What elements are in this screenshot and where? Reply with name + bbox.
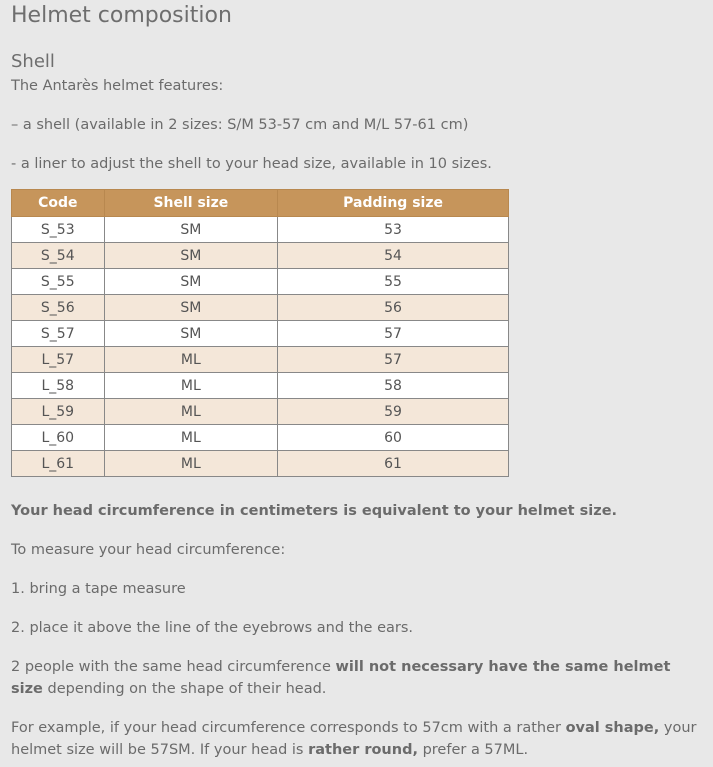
size-table	[11, 189, 509, 477]
cell-code: L_59	[12, 399, 105, 425]
cell-shell: ML	[104, 425, 278, 451]
example-text: For example, if your head circumference corresponds to 57cm with a rather oval shape, your helmet size will be 57SM. If your head is rather round, prefer a 57ML.	[11, 720, 697, 758]
cell-code: L_61	[12, 451, 105, 477]
cell-code: S_54	[12, 243, 105, 269]
cell-code: S_57	[12, 321, 105, 347]
example-bold-oval: oval shape,	[565, 720, 660, 736]
cell-padding: 58	[278, 373, 509, 399]
cell-shell: ML	[104, 399, 278, 425]
cell-shell: SM	[104, 243, 278, 269]
cell-padding: 56	[278, 295, 509, 321]
page-title: Helmet composition	[11, 3, 232, 28]
example-bold-round: rather round,	[308, 742, 418, 758]
table-row	[12, 217, 509, 243]
intro-text: The Antarès helmet features:	[11, 78, 224, 94]
table-row	[12, 399, 509, 425]
cell-shell: SM	[104, 217, 278, 243]
cell-code: L_57	[12, 347, 105, 373]
cell-shell: SM	[104, 295, 278, 321]
step-1: 1. bring a tape measure	[11, 581, 186, 597]
cell-shell: ML	[104, 373, 278, 399]
table-row	[12, 295, 509, 321]
step-2: 2. place it above the line of the eyebrows and the ears.	[11, 620, 414, 636]
cell-padding: 54	[278, 243, 509, 269]
table-row	[12, 451, 509, 477]
header-code: Code	[12, 190, 105, 217]
cell-code: L_60	[12, 425, 105, 451]
cell-shell: SM	[104, 269, 278, 295]
cell-padding: 53	[278, 217, 509, 243]
feature-liner: - a liner to adjust the shell to your head size, available in 10 sizes.	[11, 156, 492, 172]
table-row	[12, 425, 509, 451]
cell-code: S_56	[12, 295, 105, 321]
table-row	[12, 243, 509, 269]
cell-code: S_55	[12, 269, 105, 295]
table-row	[12, 321, 509, 347]
cell-code: S_53	[12, 217, 105, 243]
cell-code: L_58	[12, 373, 105, 399]
cell-shell: ML	[104, 347, 278, 373]
cell-padding: 60	[278, 425, 509, 451]
cell-padding: 59	[278, 399, 509, 425]
section-heading: Shell	[11, 51, 55, 72]
table-header-row	[12, 190, 509, 217]
measure-intro: To measure your head circumference:	[11, 542, 286, 558]
feature-shell: – a shell (available in 2 sizes: S/M 53-57 cm and M/L 57-61 cm)	[11, 117, 469, 133]
cell-shell: SM	[104, 321, 278, 347]
cell-shell: ML	[104, 451, 278, 477]
cell-padding: 61	[278, 451, 509, 477]
table-row	[12, 373, 509, 399]
shape-note-bold: will not necessary have the same helmet size	[11, 659, 671, 697]
table-row	[12, 269, 509, 295]
equivalence-text: Your head circumference in centimeters is equivalent to your helmet size.	[11, 503, 618, 519]
header-shell-size: Shell size	[104, 190, 278, 217]
cell-padding: 57	[278, 347, 509, 373]
table-row	[12, 347, 509, 373]
header-padding-size: Padding size	[278, 190, 509, 217]
cell-padding: 57	[278, 321, 509, 347]
cell-padding: 55	[278, 269, 509, 295]
shape-note: 2 people with the same head circumference will not necessary have the same helmet size depending on the shape of their head.	[11, 659, 671, 697]
